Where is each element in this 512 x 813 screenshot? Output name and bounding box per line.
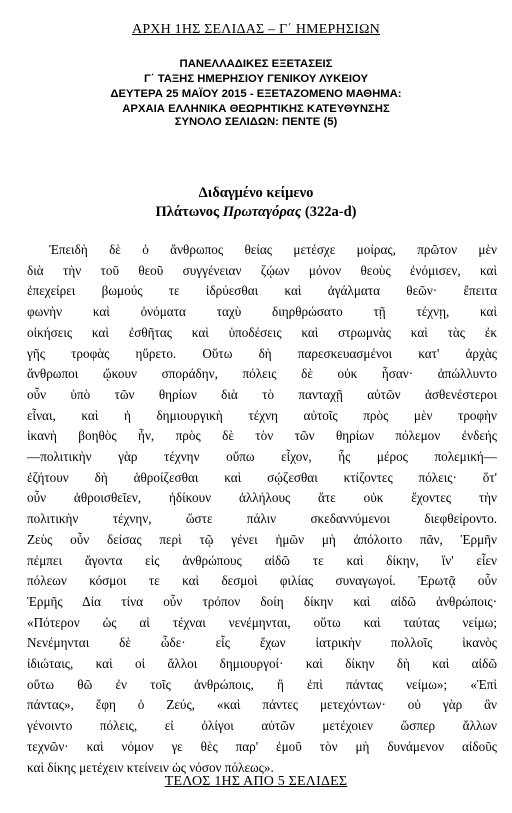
passage-line: οὕτω θῶ ἐν τοῖς ἀνθρώποις, ἢ ἐπὶ πάντας νείμω»; «Ἐπὶ (27, 676, 497, 692)
section-title: Διδαγμένο κείμενο (198, 185, 314, 201)
passage-line: πόλεων κόσμοι τε καὶ δεσμοὶ φιλίας συναγωγοί. Ἐρωτᾷ οὖν (27, 573, 497, 589)
exam-info-line: ΑΡΧΑΙΑ ΕΛΛΗΝΙΚΑ ΘΕΩΡΗΤΙΚΗΣ ΚΑΤΕΥΘΥΝΣΗΣ (122, 103, 390, 115)
exam-info-line: ΠΑΝΕΛΛΑΔΙΚΕΣ ΕΞΕΤΑΣΕΙΣ (179, 58, 333, 70)
section-reference: (322a-d) (304, 204, 357, 220)
passage-line: φωνὴν καὶ ὀνόματα ταχὺ διηρθρώσατο τῇ τέχνῃ, καὶ (27, 304, 497, 320)
exam-info-line: ΔΕΥΤΕΡΑ 25 ΜΑΪΟΥ 2015 - ΕΞΕΤΑΖΟΜΕΝΟ ΜΑΘΗΜΑ: (110, 88, 402, 100)
passage-line: ἐζήτουν δὴ ἁθροίζεσθαι καὶ σῴζεσθαι κτίζοντες πόλεις· ὅτ' (27, 469, 497, 485)
passage-line: Ζεὺς οὖν δείσας περὶ τῷ γένει ἡμῶν μὴ ἀπόλοιτο πᾶν, Ἑρμῆν (27, 531, 497, 547)
passage-line: οὖν ἁθροισθεῖεν, ἠδίκουν ἀλλήλους ἅτε οὐκ ἔχοντες τὴν (27, 490, 497, 506)
section-source (0, 203, 512, 222)
exam-info-line: ΣΥΝΟΛΟ ΣΕΛΙΔΩΝ: ΠΕΝΤΕ (5) (174, 116, 338, 128)
passage-line: ἐπεχείρει βωμούς τε ἱδρύεσθαι καὶ ἀγάλματα θεῶν· ἔπειτα (27, 283, 497, 299)
exam-info (0, 57, 512, 130)
section-work: Πρωταγόρας (222, 204, 302, 220)
passage-line: πέμπει ἄγοντα εἰς ἀνθρώπους αἰδῶ τε καὶ δίκην, ἵν' εἶεν (27, 552, 497, 568)
passage-line: πάντας», ἔφη ὁ Ζεύς, «καὶ πάντες μετεχόντων· οὐ γὰρ ἂν (27, 697, 497, 713)
page-header: ΑΡΧΗ 1ΗΣ ΣΕΛΙΔΑΣ – Γ΄ ΗΜΕΡΗΣΙΩΝ (132, 22, 380, 37)
passage-line: Ἑρμῆς Δία τίνα οὖν τρόπον δοίη δίκην καὶ αἰδῶ ἀνθρώποις· (27, 593, 497, 609)
passage-line: Νενέμηνται δὲ ὧδε· εἷς ἔχων ἰατρικὴν πολλοῖς ἱκανὸς (27, 635, 497, 651)
passage-line: καὶ δίκης μετέχειν κτείνειν ὡς νόσον πόλεως». (27, 759, 274, 775)
passage-line: ἱκανὴ βοηθὸς ἦν, πρὸς δὲ τὸν τῶν θηρίων πόλεμον ἐνδεής (27, 428, 497, 444)
passage-line: —πολιτικὴν γὰρ τέχνην οὔπω εἶχον, ἧς μέρος πολεμική— (27, 449, 497, 465)
passage-text (27, 240, 497, 778)
page-footer: ΤΕΛΟΣ 1ΗΣ ΑΠΟ 5 ΣΕΛΙΔΕΣ (164, 774, 348, 789)
section-heading (0, 184, 512, 222)
passage-line: ἰδιώταις, καὶ οἱ ἄλλοι δημιουργοί· καὶ δίκην δὴ καὶ αἰδῶ (27, 656, 497, 672)
passage-line: γῆς τροφὰς ηὕρετο. Οὕτω δὴ παρεσκευασμένοι κατ' ἀρχὰς (27, 345, 497, 361)
exam-info-line: Γ΄ ΤΑΞΗΣ ΗΜΕΡΗΣΙΟΥ ΓΕΝΙΚΟΥ ΛΥΚΕΙΟΥ (144, 73, 368, 85)
passage-line: οὖν ὑπὸ τῶν θηρίων διὰ τὸ πανταχῇ αὐτῶν ἀσθενέστεροι (27, 386, 497, 402)
passage-line: πολιτικὴν τέχνην, ὥστε πάλιν σκεδαννύμενοι διεφθείροντο. (27, 511, 497, 527)
passage-line: «Πότερον ὡς αἱ τέχναι νενέμηνται, οὕτω καὶ ταύτας νείμω; (27, 614, 497, 630)
passage-line: ἄνθρωποι ᾤκουν σποράδην, πόλεις δὲ οὐκ ἦσαν· ἀπώλλυντο (27, 366, 497, 382)
passage-line: Ἐπειδὴ δὲ ὁ ἄνθρωπος θείας μετέσχε μοίρας, πρῶτον μὲν (49, 242, 497, 257)
passage-line: διὰ τὴν τοῦ θεοῦ συγγένειαν ζῴων μόνον θεοὺς ἐνόμισεν, καὶ (27, 262, 497, 278)
passage-line: τεχνῶν· καὶ νόμον γε θὲς παρ' ἐμοῦ τὸν μὴ δυνάμενον αἰδοῦς (27, 738, 497, 754)
passage-line: εἶναι, καὶ ἡ δημιουργικὴ τέχνη αὐτοῖς πρὸς μὲν τροφὴν (27, 407, 497, 423)
passage-line: γένοιντο πόλεις, εἰ ὀλίγοι αὐτῶν μετέχοιεν ὥσπερ ἄλλων (27, 718, 497, 734)
section-author: Πλάτωνος (155, 204, 220, 220)
passage-line: οἰκήσεις καὶ ἐσθῆτας καὶ ὑποδέσεις καὶ στρωμνὰς καὶ τὰς ἐκ (27, 324, 497, 340)
